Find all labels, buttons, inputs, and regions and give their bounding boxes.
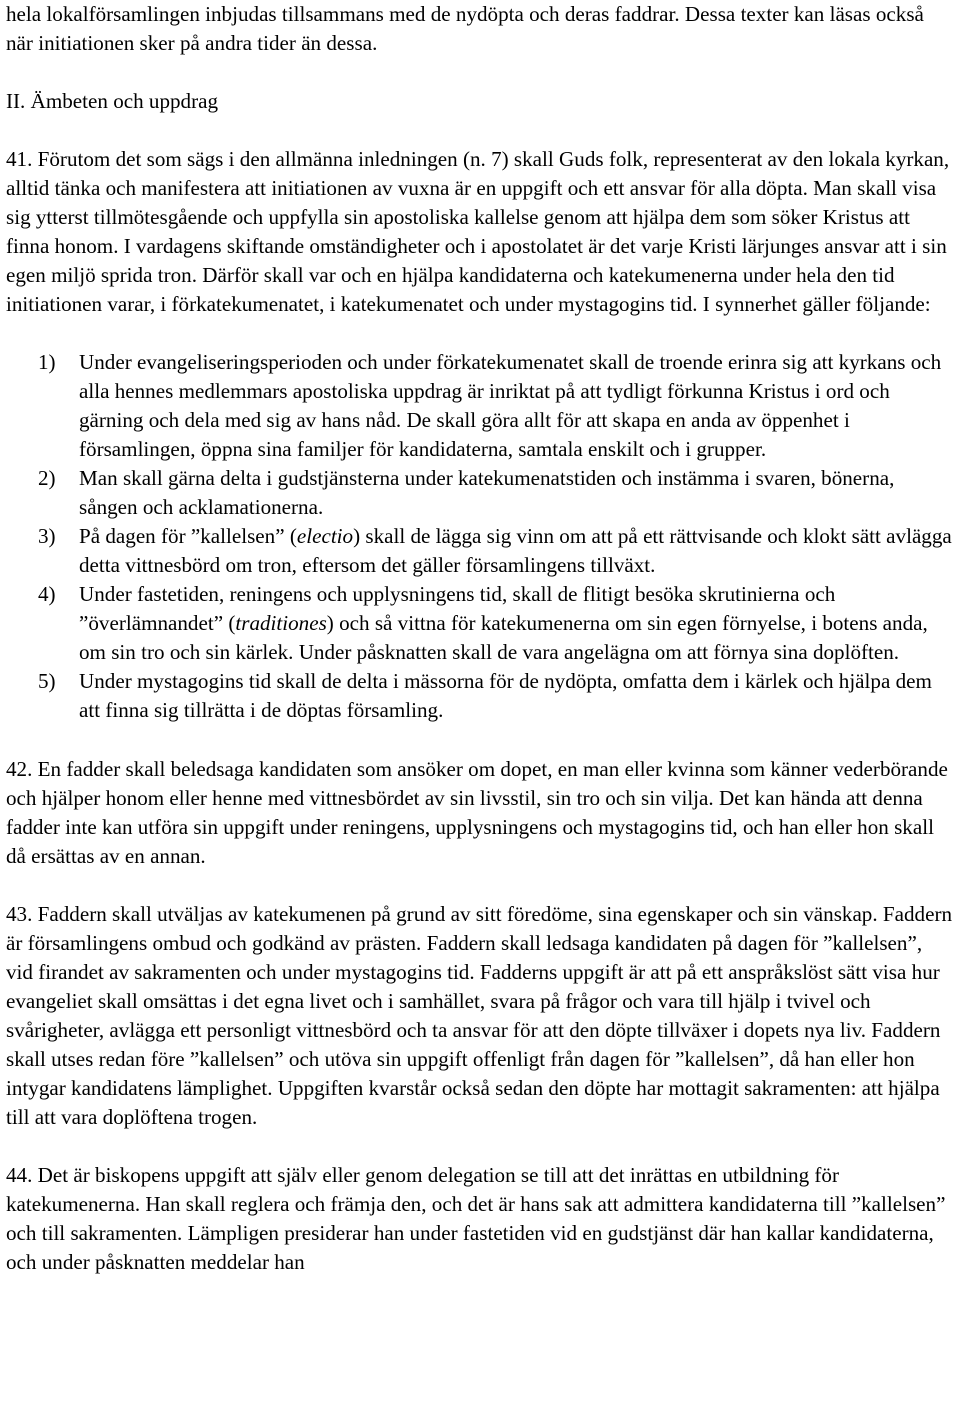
list-item-number: 1) [38,350,56,374]
list-item-text: Under evangeliseringsperioden och under förkatekumenatet skall de troende erinra sig att kyrkans och alla hennes medlemmars apostoliska uppdrag är inriktat på att tydligt förkunna Kristus i ord och gärning och dela med sig av hans nåd. De skall göra allt för att skapa en anda av öppenhet i församlingen, öppna sina familjer för kandidaterna, samtala enskilt och i grupper. [79,350,942,461]
list-item-italic: electio [296,524,354,548]
duties-list [6,348,954,725]
list-item-text: Under mystagogins tid skall de delta i mässorna för de nydöpta, omfatta dem i kärlek och hjälpa dem att finna sig tillrätta i de döptas församling. [79,669,932,722]
list-item [6,522,954,580]
list-item-text: Under fastetiden, reningens och upplysningens tid, skall de flitigt besöka skrutinierna och ”överlämnandet” ( [79,582,836,635]
list-item [6,667,954,725]
list-item [6,348,954,464]
list-item-number: 4) [38,582,56,606]
intro-paragraph: hela lokalförsamlingen inbjudas tillsammans med de nydöpta och deras faddrar. Dessa texter kan läsas också när initiationen sker på andra tider än dessa. [6,2,924,55]
document-page [6,0,954,1277]
paragraph-41: 41. Förutom det som sägs i den allmänna inledningen (n. 7) skall Guds folk, representerat av den lokala kyrkan, alltid tänka och manifestera att initiationen av vuxna är en uppgift och ett ansvar för alla döpta. Man skall visa sig ytterst tillmötesgående och uppfylla sin apostoliska kallelse genom att hjälpa dem som söker Kristus att finna honom. I vardagens skiftande omständigheter och i apostolatet är det varje Kristi lärjunges ansvar att i sin egen miljö sprida tron. Därför skall var och en hjälpa kandidaterna och katekumenerna under hela den tid initiationen varar, i förkatekumenatet, i katekumenatet och under mystagogins tid. I synnerhet gäller följande: [6,147,950,316]
list-item-number: 3) [38,524,56,548]
list-item-italic: traditiones [235,611,327,635]
list-item-text-end: ) skall de lägga sig vinn om att på ett rättvisande och klokt sätt avlägga detta vittnesbörd om tron, eftersom det gäller församlingens tillväxt. [79,524,952,577]
section-heading: II. Ämbeten och uppdrag [6,89,219,113]
list-item-text-end: ) och så vittna för katekumenerna om sin egen förnyelse, i botens anda, om sin tro och sin kärlek. Under påsknatten skall de vara angelägna om att förnya sina doplöften. [79,611,928,664]
list-item-text: På dagen för ”kallelsen” ( [79,524,297,548]
list-item-text: Man skall gärna delta i gudstjänsterna under katekumenatstiden och instämma i svaren, bönerna, sången och acklamationerna. [79,466,895,519]
list-item-number: 5) [38,669,56,693]
list-item-number: 2) [38,466,56,490]
list-item [6,580,954,667]
paragraph-43: 43. Faddern skall utväljas av katekumenen på grund av sitt föredöme, sina egenskaper och sin vänskap. Faddern är församlingens ombud och godkänd av prästen. Faddern skall ledsaga kandidaten på dagen för ”kallelsen”, vid firandet av sakramenten och under mystagogins tid. Fadderns uppgift är att på ett anspråkslöst sätt visa hur evangeliet skall omsättas i det egna livet och i samhället, svara på frågor och vara till hjälp i tvivel och svårigheter, avlägga ett personligt vittnesbörd och ta ansvar för att den döpte tillväxer i dopets nya liv. Faddern skall utses redan före ”kallelsen” och utöva sin uppgift offenligt från dagen för ”kallelsen”, då han eller hon intygar kandidatens lämplighet. Uppgiften kvarstår också sedan den döpte har mottagit sakramenten: att hjälpa till att vara doplöftena trogen. [6,902,953,1129]
list-item [6,464,954,522]
paragraph-42: 42. En fadder skall beledsaga kandidaten som ansöker om dopet, en man eller kvinna som känner vederbörande och hjälper honom eller henne med vittnesbördet av sin livsstil, sin tro och sin vilja. Det kan hända att denna fadder inte kan utföra sin uppgift under reningens, upplysningens och mystagogins tid, och han eller hon skall då ersättas av en annan. [6,757,948,868]
paragraph-44: 44. Det är biskopens uppgift att själv eller genom delegation se till att det inrättas en utbildning för katekumenerna. Han skall reglera och främja den, och det är hans sak att admittera kandidaterna till ”kallelsen” och till sakramenten. Lämpligen presiderar han under fastetiden vid en gudstjänst där han kallar kandidaterna, och under påsknatten meddelar han [6,1163,946,1274]
